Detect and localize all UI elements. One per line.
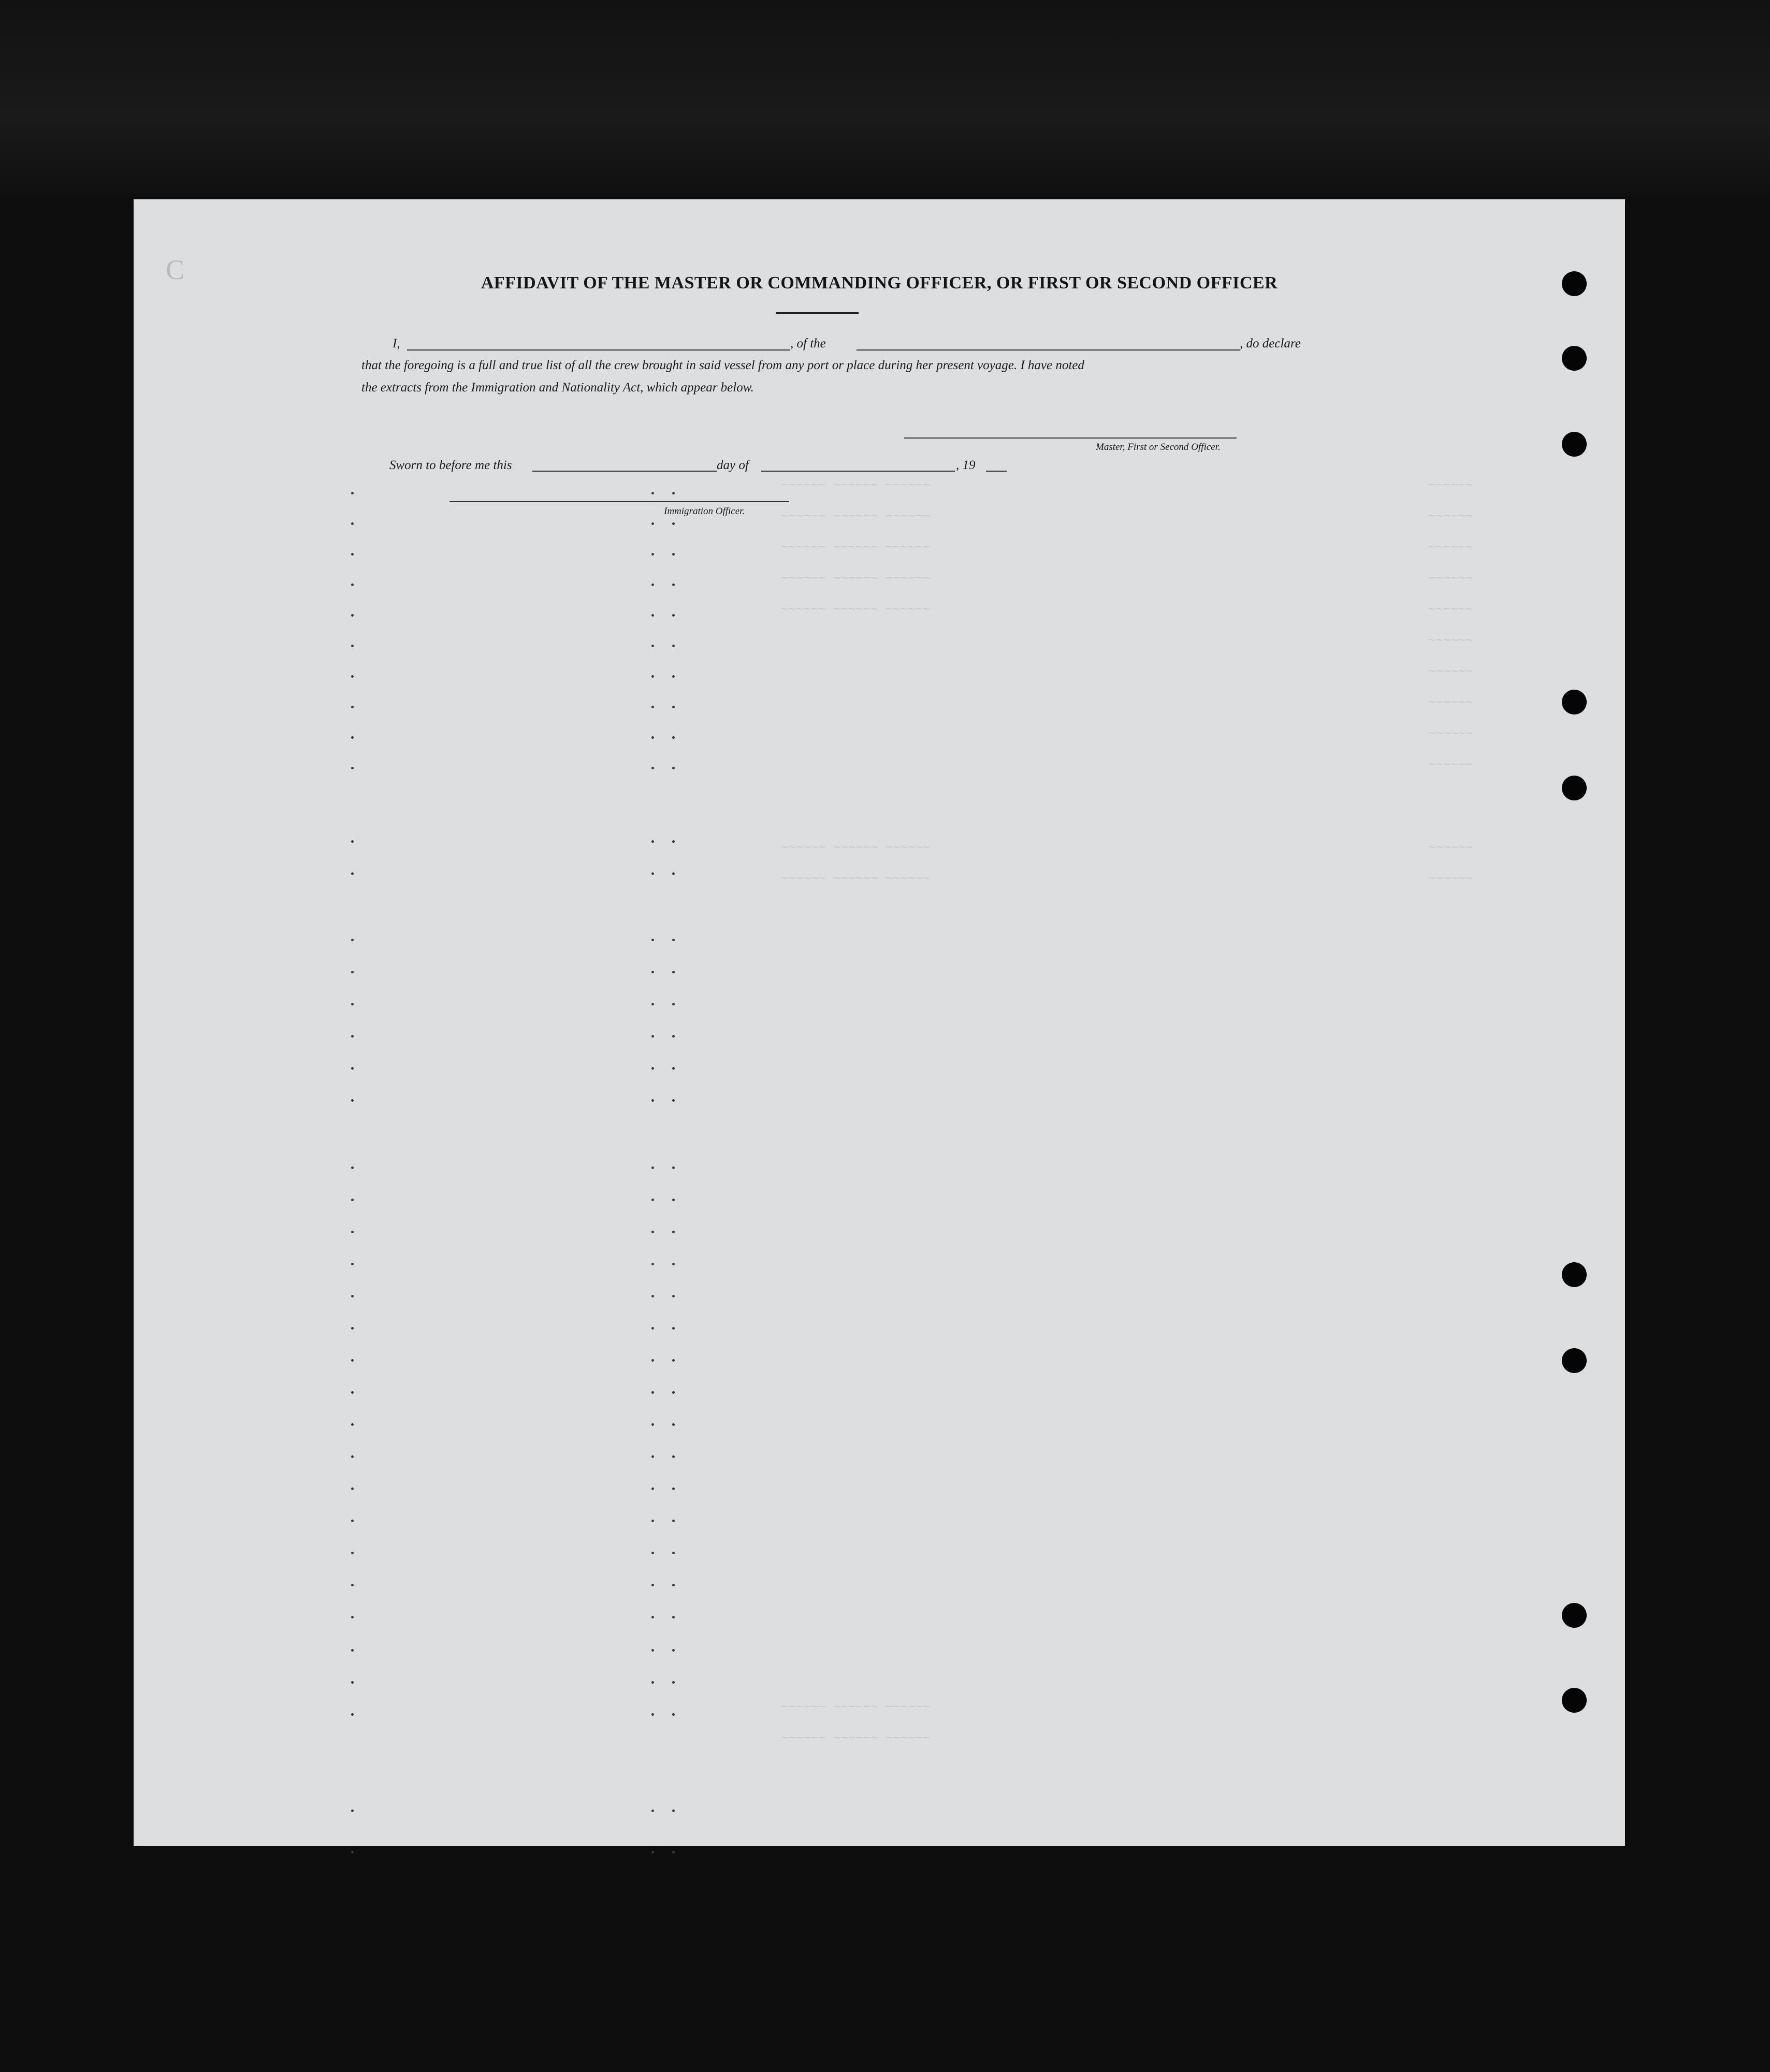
column-dot (672, 1166, 675, 1169)
column-dot (672, 1423, 675, 1426)
column-dot (651, 1584, 654, 1586)
column-dot (672, 1616, 675, 1618)
column-dot (672, 1035, 675, 1038)
column-dot (351, 1616, 354, 1618)
column-dot (672, 1713, 675, 1716)
column-dot (672, 840, 675, 843)
column-dot (672, 492, 675, 494)
column-dot (651, 553, 654, 556)
column-dot (651, 675, 654, 678)
column-dot (651, 522, 654, 525)
column-dot (351, 736, 354, 739)
column-dot (651, 1295, 654, 1297)
sworn-year-blank (986, 471, 1007, 472)
column-dot (651, 1359, 654, 1362)
declarant-name-blank (407, 349, 790, 351)
column-dot (651, 1649, 654, 1652)
column-dot (672, 1584, 675, 1586)
column-dot (672, 736, 675, 739)
column-dot (651, 645, 654, 647)
column-dot (672, 614, 675, 617)
column-dot (351, 1003, 354, 1005)
master-signature-line (904, 437, 1237, 439)
column-dot (651, 492, 654, 494)
affidavit-title: AFFIDAVIT OF THE MASTER OR COMMANDING OFFICER, OR FIRST OR SECOND OFFICER (481, 273, 1278, 293)
column-dot (351, 1810, 354, 1812)
column-dot (672, 1391, 675, 1394)
year-prefix-text: , 19 (956, 458, 976, 472)
column-dot (351, 1584, 354, 1586)
immigration-officer-label: Immigration Officer. (664, 506, 745, 517)
column-dot (351, 1455, 354, 1458)
column-dot (672, 645, 675, 647)
column-dot (351, 645, 354, 647)
column-dot (351, 706, 354, 708)
column-dot (672, 1231, 675, 1233)
column-dot (351, 971, 354, 973)
column-dot (672, 1067, 675, 1070)
title-underline (776, 312, 859, 314)
column-dot (351, 1520, 354, 1522)
column-dot (651, 1391, 654, 1394)
column-dot (351, 1851, 354, 1854)
sworn-day-blank (532, 471, 717, 472)
column-dot (651, 583, 654, 586)
column-dot (672, 1327, 675, 1330)
column-dot (351, 1681, 354, 1684)
scan-background (0, 0, 1770, 197)
column-dot (672, 1099, 675, 1102)
column-dot (351, 872, 354, 875)
column-dot (672, 971, 675, 973)
sworn-month-blank (761, 471, 955, 472)
column-dot (651, 1166, 654, 1169)
column-dot (651, 1487, 654, 1490)
column-dot (672, 1649, 675, 1652)
column-dot (651, 1455, 654, 1458)
column-dot (651, 1681, 654, 1684)
column-dot (351, 1199, 354, 1201)
column-dot (651, 1423, 654, 1426)
column-dot (351, 1263, 354, 1265)
vessel-name-blank (857, 349, 1240, 351)
column-dot (672, 1455, 675, 1458)
column-dot (672, 767, 675, 769)
column-dot (672, 1487, 675, 1490)
column-dot (351, 1359, 354, 1362)
column-dot (651, 1552, 654, 1554)
column-dot (651, 1616, 654, 1618)
column-dot (672, 1681, 675, 1684)
column-dot (672, 583, 675, 586)
column-dot (651, 1810, 654, 1812)
column-dot (351, 553, 354, 556)
column-dot (672, 1263, 675, 1265)
column-dot (351, 939, 354, 941)
column-dot (351, 1552, 354, 1554)
column-dot (672, 1520, 675, 1522)
column-dot (651, 614, 654, 617)
column-dot (672, 1552, 675, 1554)
column-dot (672, 706, 675, 708)
column-dot (672, 1810, 675, 1812)
column-dot (351, 1487, 354, 1490)
column-dot (672, 1359, 675, 1362)
column-dot (672, 522, 675, 525)
column-dot (651, 767, 654, 769)
column-dot (651, 1035, 654, 1038)
column-dot (651, 1099, 654, 1102)
sworn-prefix-text: Sworn to before me this (389, 458, 512, 472)
column-dot (672, 553, 675, 556)
immigration-officer-signature-line (449, 501, 789, 502)
faint-corner-mark: C (166, 254, 185, 285)
column-dot (351, 1231, 354, 1233)
column-dot (351, 767, 354, 769)
column-dot (651, 840, 654, 843)
column-dot (651, 1199, 654, 1201)
column-dot (351, 840, 354, 843)
column-dot (651, 872, 654, 875)
column-dot (351, 675, 354, 678)
column-dot (351, 1327, 354, 1330)
column-dot (351, 1166, 354, 1169)
column-dot (351, 1423, 354, 1426)
column-dot (351, 1391, 354, 1394)
column-dot (651, 1067, 654, 1070)
day-of-text: day of (717, 458, 749, 472)
column-dot (672, 1199, 675, 1201)
column-dot (351, 1067, 354, 1070)
column-dot (651, 1851, 654, 1854)
column-dot (672, 939, 675, 941)
column-dot (351, 522, 354, 525)
column-dot (651, 736, 654, 739)
column-dot (651, 939, 654, 941)
column-dot (651, 1327, 654, 1330)
document-page: C AFFIDAVIT OF THE MASTER OR COMMANDING OFFICER, OR FIRST OR SECOND OFFICER I, , of the , do declare that the foregoing is a full and true list of all the crew brought in said vessel from any port or place during her present voyage. I have noted the extracts from the Immigration and Nationality Act, which appear below. Master, First or Second Officer. Sworn to before me this day of , 19 Immigration Officer. ~~~~~~ ~~~~~~ ~~~~~~ ~~~~~~ ~~~~~~ ~~~~~~ ~~~~~~ ~~~~~~ ~~~~~~ ~~~~~~ ~~~~~~ ~~~~~~ ~~~~~~ ~~~~~~ ~~~~~~ ~~~~~~ ~~~~~~ ~~~~~~ ~~~~~~ ~~~~~~ ~~~~~~ ~~~~~~ ~~~~~~ ~~~~~~ ~~~~~~ ~~~~~~ ~~~~~~ ~~~~~~ ~~~~~~ ~~~~~~ ~~~~~~ ~~~~~~ ~~~~~~ ~~~~~~ ~~~~~~ ~~~~~~ ~~~~~~ ~~~~~~ ~~~~~~ (134, 199, 1625, 1846)
column-dot (651, 706, 654, 708)
of-the-text: , of the (790, 337, 826, 351)
column-dot (351, 1713, 354, 1716)
column-dot (672, 675, 675, 678)
column-dot (651, 1231, 654, 1233)
master-signature-label: Master, First or Second Officer. (1096, 442, 1221, 453)
column-dot (351, 1099, 354, 1102)
column-dot (351, 583, 354, 586)
column-dot (351, 1035, 354, 1038)
column-dot (351, 492, 354, 494)
declarant-prefix: I, (393, 337, 400, 351)
column-dot (651, 971, 654, 973)
affidavit-body-line-2: the extracts from the Immigration and Nationality Act, which appear below. (361, 381, 754, 395)
affidavit-body-line-1: that the foregoing is a full and true list of all the crew brought in said vessel from any port or place during her present voyage. I have noted (361, 358, 1084, 372)
column-dot (351, 1649, 354, 1652)
column-dot (672, 1003, 675, 1005)
column-dot (651, 1263, 654, 1265)
column-dot (672, 1851, 675, 1854)
column-dot (672, 1295, 675, 1297)
column-dot (651, 1713, 654, 1716)
do-declare-text: , do declare (1240, 337, 1301, 351)
column-dot (351, 1295, 354, 1297)
column-dot (351, 614, 354, 617)
column-dot (651, 1003, 654, 1005)
column-dot (672, 872, 675, 875)
column-dot (651, 1520, 654, 1522)
